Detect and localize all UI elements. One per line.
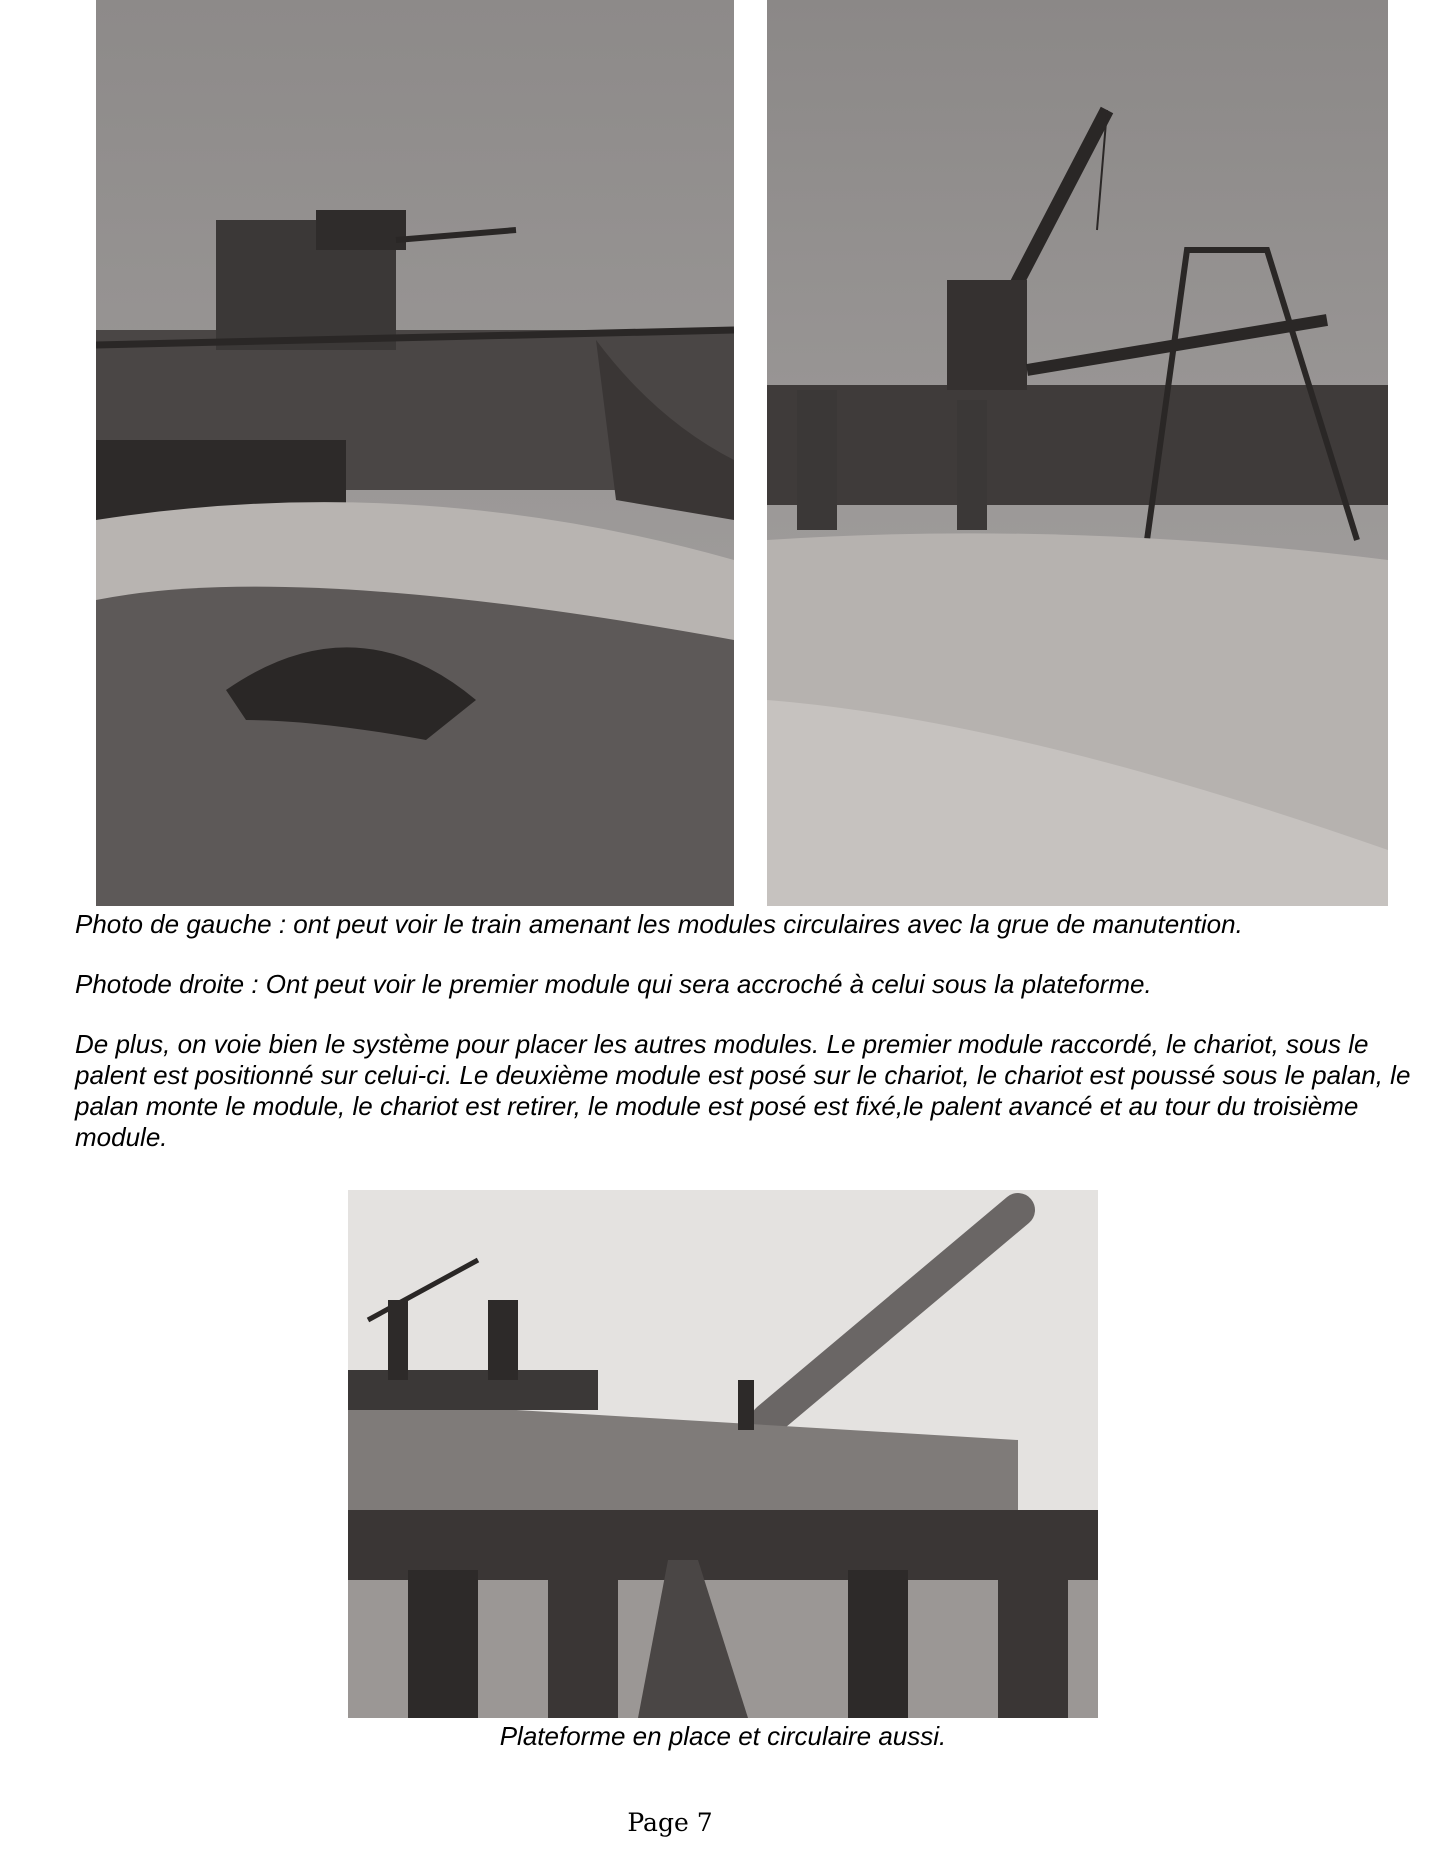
left-photo-caption: Photo de gauche : ont peut voir le train amenant les modules circulaires avec la grue de manutention. — [75, 909, 1243, 939]
bottom-photo — [348, 1190, 1098, 1718]
bottom-photo-image — [348, 1190, 1098, 1718]
left-photo — [96, 0, 734, 906]
left-photo-image — [96, 0, 734, 906]
bottom-photo-caption: Plateforme en place et circulaire aussi. — [499, 1721, 947, 1751]
page-number: Page 7 — [627, 1808, 713, 1837]
right-photo-image — [767, 0, 1388, 906]
description-paragraph: De plus, on voie bien le système pour placer les autres modules. Le premier module raccordé, le chariot, sous le palent est positionné sur celui-ci. Le deuxième module est posé sur le chariot, le chariot est poussé sous le palan, le palan monte le module, le chariot est retirer, le module est posé est fixé,le palent avancé et au tour du troisième module. — [75, 1029, 1411, 1152]
right-photo-caption: Photode droite : Ont peut voir le premier module qui sera accroché à celui sous la plateforme. — [75, 969, 1152, 999]
right-photo — [767, 0, 1388, 906]
